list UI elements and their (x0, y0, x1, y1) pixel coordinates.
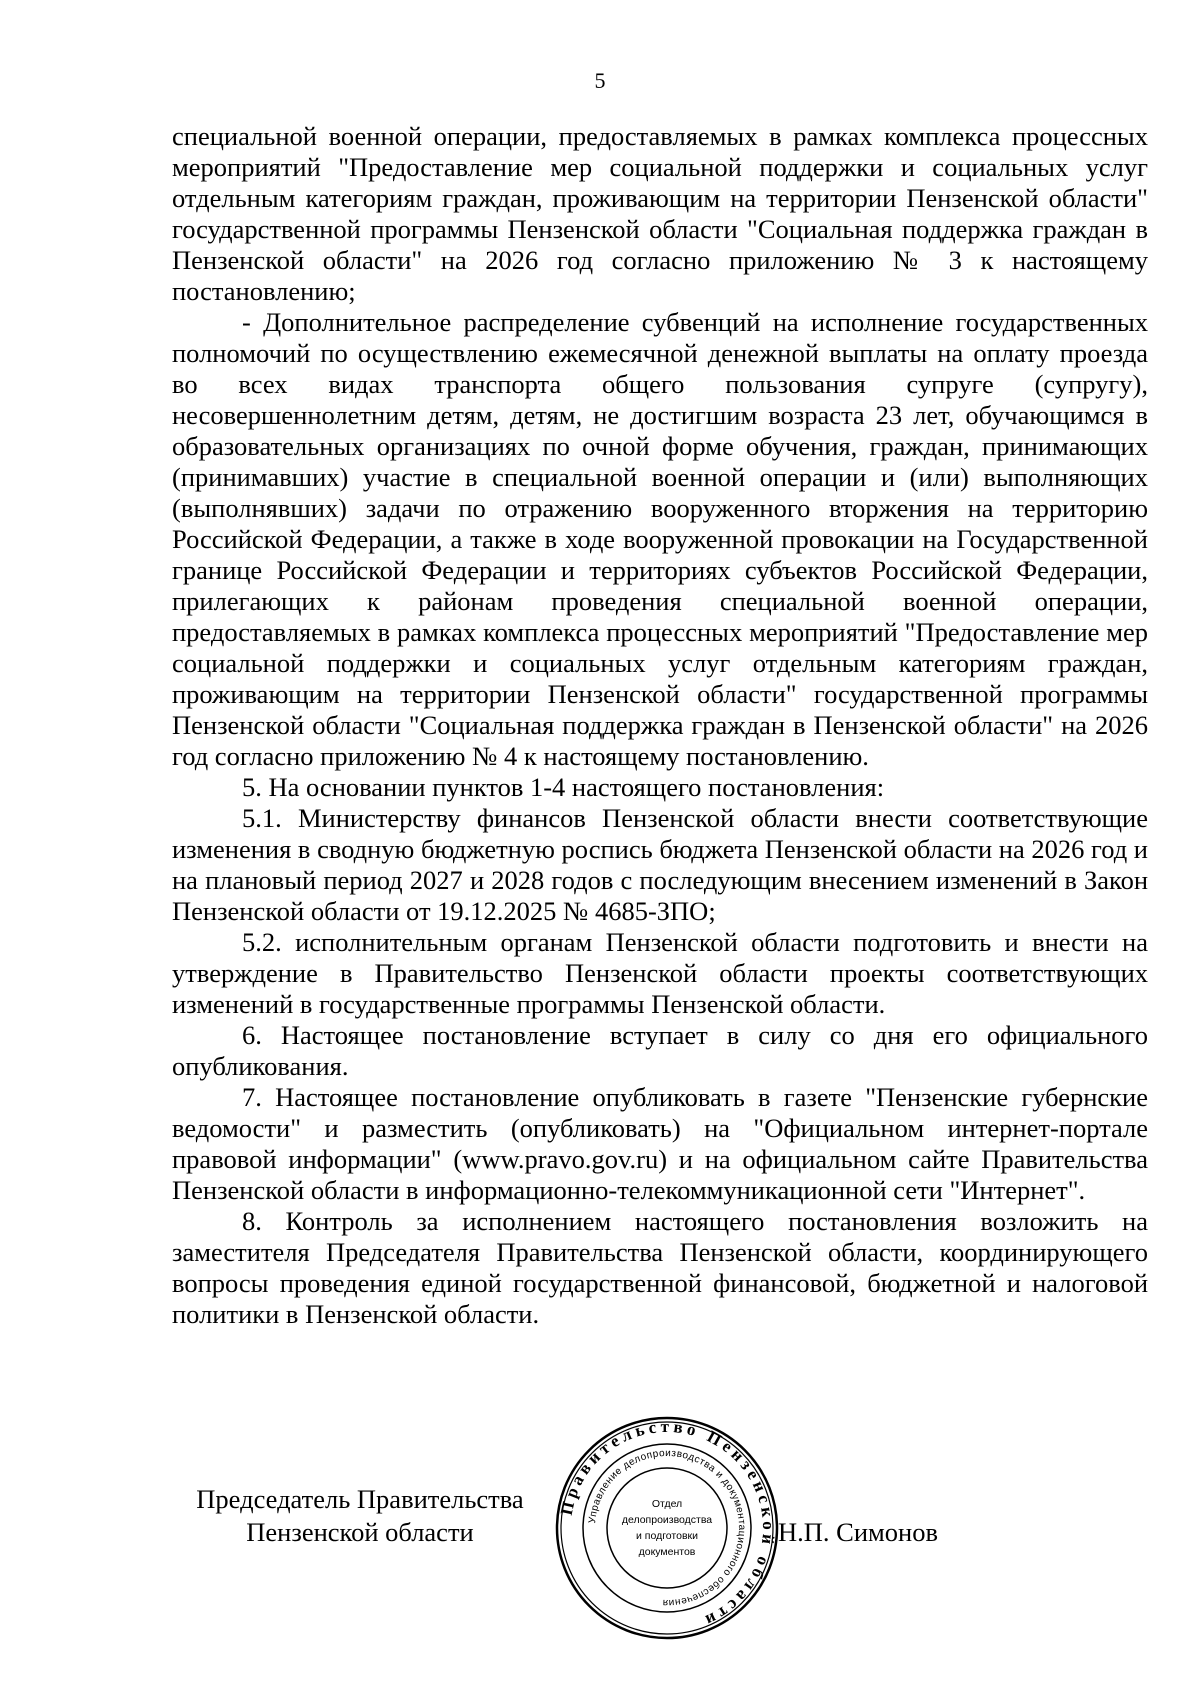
paragraph: 6. Настоящее постановление вступает в силу со дня его официального опубликования. (172, 1020, 1148, 1081)
seal-center-line: и подготовки (636, 1530, 698, 1542)
paragraph: 8. Контроль за исполнением настоящего постановления возложить на заместителя Председателя Правительства Пензенской области, координирующего вопросы проведения единой государственной финансовой, бюджетной и налоговой политики в Пензенской области. (172, 1206, 1148, 1329)
signatory-name: Н.П. Симонов (778, 1517, 938, 1547)
official-seal (554, 1415, 780, 1641)
seal-center-line: делопроизводства (621, 1514, 713, 1526)
seal-inner-border (607, 1468, 727, 1588)
paragraph: 5.2. исполнительным органам Пензенской области подготовить и внести на утверждение в Правительство Пензенской области проекты соответствующих изменений в государственные программы Пензенской области. (172, 927, 1148, 1019)
seal-center-line: Отдел (651, 1498, 683, 1510)
page-number: 5 (594, 68, 606, 93)
paragraph: 7. Настоящее постановление опубликовать в газете "Пензенские губернские ведомости" и разместить (опубликовать) на "Официальном интернет-портале правовой информации" (www.pravo.gov.ru) и на официальном сайте Правительства Пензенской области в информационно-телекоммуникационной сети "Интернет". (172, 1082, 1148, 1205)
signatory-title (172, 1483, 548, 1549)
seal-middle-border (583, 1444, 751, 1612)
document-body (172, 121, 1148, 1330)
signatory-title-line: Пензенской области (246, 1517, 474, 1547)
seal-middle-text: Управление делопроизводства и документационного обеспечения (587, 1447, 748, 1609)
signatory-title-line: Председатель Правительства (196, 1484, 524, 1514)
seal-outer-text: Правительство Пензенской области (556, 1416, 779, 1632)
paragraph: специальной военной операции, предоставляемых в рамках комплекса процессных мероприятий "Предоставление мер социальной поддержки и социальных услуг отдельным категориям граждан, проживающим на территории Пензенской области" государственной программы Пензенской области "Социальная поддержка граждан в Пензенской области" на 2026 год согласно приложению № 3 к настоящему постановлению; (172, 121, 1148, 306)
seal-center-line: документов (638, 1546, 696, 1558)
paragraph: - Дополнительное распределение субвенций на исполнение государственных полномочий по осуществлению ежемесячной денежной выплаты на оплату проезда во всех видах транспорта общего пользования супруге (супругу), несовершеннолетним детям, детям, не достигшим возраста 23 лет, обучающимся в образовательных организациях по очной форме обучения, граждан, принимающих (принимавших) участие в специальной военной операции и (или) выполняющих (выполнявших) задачи по отражению вооруженного вторжения на территорию Российской Федерации, а также в ходе вооруженной провокации на Государственной границе Российской Федерации и территориях субъектов Российской Федерации, прилегающих к районам проведения специальной военной операции, предоставляемых в рамках комплекса процессных мероприятий "Предоставление мер социальной поддержки и социальных услуг отдельным категориям граждан, проживающим на территории Пензенской области" государственной программы Пензенской области "Социальная поддержка граждан в Пензенской области" на 2026 год согласно приложению № 4 к настоящему постановлению. (172, 307, 1148, 771)
paragraph: 5.1. Министерству финансов Пензенской области внести соответствующие изменения в сводную бюджетную роспись бюджета Пензенской области на 2026 год и на плановый период 2027 и 2028 годов с последующим внесением изменений в Закон Пензенской области от 19.12.2025 № 4685-ЗПО; (172, 803, 1148, 926)
paragraph: 5. На основании пунктов 1-4 настоящего постановления: (242, 772, 885, 802)
svg-text:Управление делопроизводства и (587, 1448, 747, 1608)
